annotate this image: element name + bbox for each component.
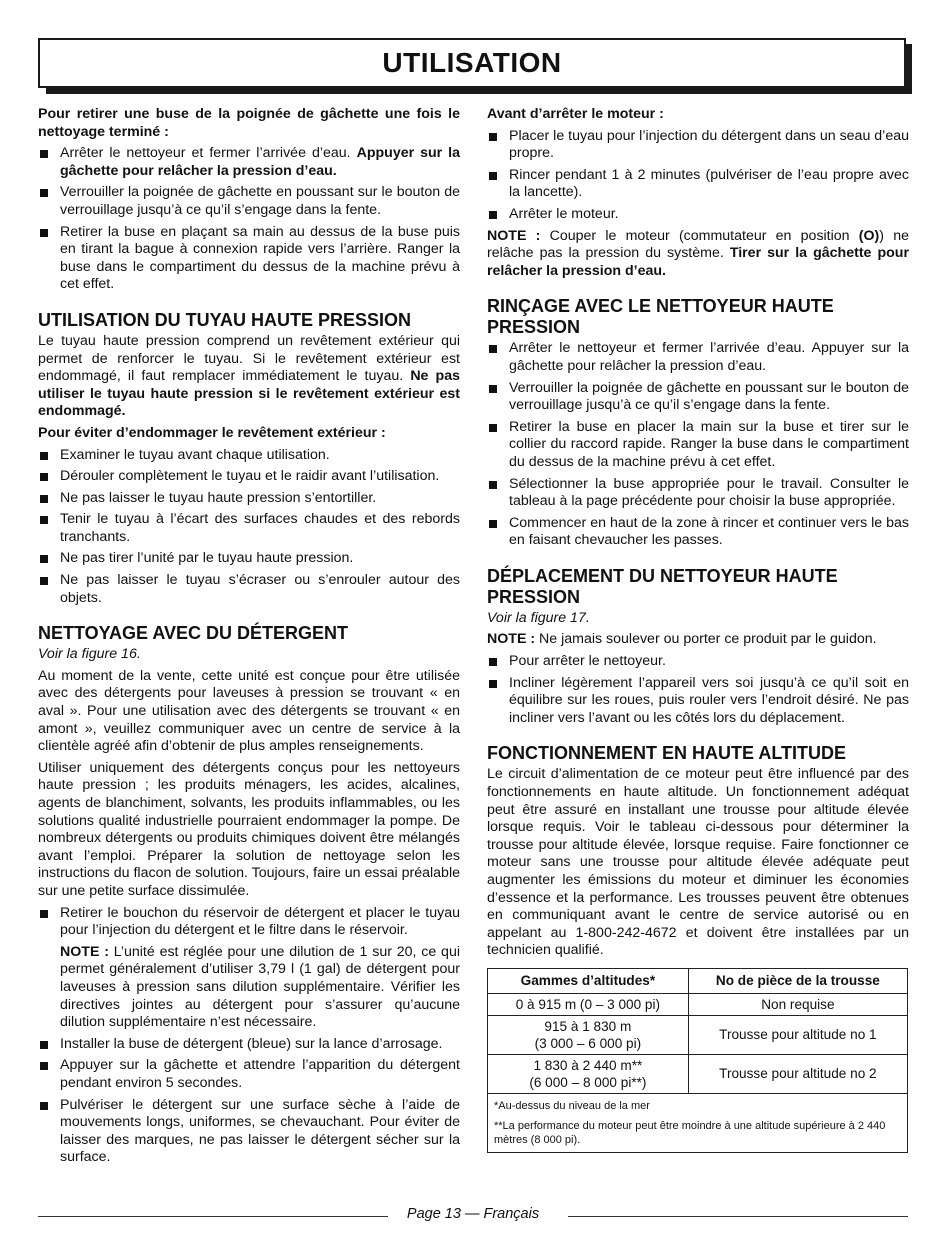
- list-item: Pulvériser le détergent sur une surface sèche à l’aide de mouvements longs, uniformes, se chevauchant. Pour éviter de laisser des marques, ne pas laisser le détergent sécher sur la surface.: [38, 1097, 460, 1167]
- altitude-table: [487, 968, 908, 1153]
- list-item: Pour arrêter le nettoyeur.: [487, 653, 909, 671]
- list-item: Verrouiller la poignée de gâchette en poussant sur le bouton de verrouillage jusqu’à ce qu’il s’engage dans la fente.: [487, 380, 909, 415]
- intro-list: [38, 145, 460, 294]
- footnote-2: **La performance du moteur peut être moindre à une altitude supérieure à 2 440 mètres (8 000 pi).: [494, 1119, 886, 1146]
- table-header-row: [488, 968, 908, 993]
- list-item: Ne pas laisser le tuyau s’écraser ou s’enrouler autour des objets.: [38, 572, 460, 607]
- page-title: UTILISATION: [38, 38, 906, 88]
- hose-heading: UTILISATION DU TUYAU HAUTE PRESSION: [38, 309, 412, 330]
- table-row: [488, 1054, 908, 1093]
- detergent-note: NOTE : L’unité est réglée pour une dilution de 1 sur 20, ce qui permet généralement d’utiliser 3,79 l (1 gal) de détergent pour laveuses à pression sans dilution supplémentaire. Vérifier les directives jointes au détergent pour s’assurer qu’aucune dilution supplémentaire n’est nécessaire.: [60, 943, 460, 1031]
- detergent-paragraph-1: Au moment de la vente, cette unité est conçue pour être utilisée avec des détergents pour laveuses à pression se trouvant « en aval ». Pour une utilisation avec des détergents se trouvant « en amont », veuillez communiquer avec un centre de service à la clientèle agréé afin d’obtenir de plus amples renseignements.: [38, 667, 460, 755]
- list-item: Incliner légèrement l’appareil vers soi jusqu’à ce qu’il soit en équilibre sur les roues, puis rouler vers l’endroit désiré. Ne pas incliner vers l’avant ou les côtés lors du déplacement.: [487, 675, 909, 728]
- stop-note: NOTE : Couper le moteur (commutateur en position (O)) ne relâche pas la pression du système. Tirer sur la gâchette pour relâcher la pression d’eau.: [487, 227, 909, 279]
- rinse-list: [487, 340, 909, 550]
- table-footnotes: [488, 1093, 908, 1152]
- list-item: Retirer le bouchon du réservoir de détergent et placer le tuyau pour l’injection du détergent et le filtre dans le réservoir.: [38, 905, 460, 940]
- table-header: No de pièce de la trousse: [688, 968, 907, 993]
- list-item: Arrêter le moteur.: [487, 206, 909, 224]
- list-item: Arrêter le nettoyeur et fermer l’arrivée d’eau. Appuyer sur la gâchette pour relâcher la pression d’eau.: [487, 340, 909, 375]
- table-cell: 915 à 1 830 m (3 000 – 6 000 pi): [488, 1015, 689, 1054]
- list-item: Ne pas laisser le tuyau haute pression s’entortiller.: [38, 490, 460, 508]
- table-row: [488, 993, 908, 1015]
- section-banner: [38, 38, 906, 88]
- list-item: Appuyer sur la gâchette et attendre l’apparition du détergent pendant environ 5 secondes.: [38, 1057, 460, 1092]
- table-cell: 0 à 915 m (0 – 3 000 pi): [488, 993, 689, 1015]
- list-item: Commencer en haut de la zone à rincer et continuer vers le bas en faisant chevaucher les passes.: [487, 515, 909, 550]
- detergent-paragraph-2: Utiliser uniquement des détergents conçus pour les nettoyeurs haute pression ; les produits ménagers, les acides, alcalines, agents de blanchiment, solvants, les produits inflammables, ou les solutions qualité industrielle pourraient endommager la pompe. De nombreux détergents ou produits chimiques doivent être mélangés avant l’emploi. Préparer la solution de nettoyage selon les instructions du flacon de solution. Toujours, faire un essai préalable sur une petite surface dissimulée.: [38, 759, 460, 899]
- detergent-heading: NETTOYAGE AVEC DU DÉTERGENT: [38, 623, 349, 644]
- table-row: [488, 1015, 908, 1054]
- table-cell: Trousse pour altitude no 1: [688, 1015, 907, 1054]
- list-item: Dérouler complètement le tuyau et le raidir avant l’utilisation.: [38, 468, 460, 486]
- footnote-1: *Au-dessus du niveau de la mer: [494, 1099, 650, 1112]
- list-item: Rincer pendant 1 à 2 minutes (pulvériser de l’eau propre avec la lancette).: [487, 167, 909, 202]
- list-item: Verrouiller la poignée de gâchette en poussant sur le bouton de verrouillage jusqu’à ce qu’il s’engage dans la fente.: [38, 184, 460, 219]
- list-item: Retirer la buse en plaçant sa main au dessus de la buse puis en tirant la bague à connexion rapide vers l’arrière. Ranger la buse dans le compartiment du dessus de la machine prévu à cet effet.: [38, 224, 460, 294]
- footer-text-wrap: [38, 1206, 908, 1222]
- list-item: Installer la buse de détergent (bleue) sur la lance d’arrosage.: [38, 1036, 460, 1054]
- stop-heading: Avant d’arrêter le moteur :: [487, 106, 664, 122]
- hose-paragraph: Le tuyau haute pression comprend un revêtement extérieur qui permet de renforcer le tuyau. Si le revêtement extérieur est endommagé, il faut remplacer immédiatement le tuyau. Ne pas utiliser le tuyau haute pression si le revêtement extérieur est endommagé.: [38, 332, 461, 420]
- detergent-figure-ref: Voir la figure 16.: [38, 646, 141, 663]
- detergent-list-rest: [38, 1036, 460, 1167]
- list-item: Placer le tuyau pour l’injection du détergent dans un seau d’eau propre.: [487, 128, 909, 163]
- intro-heading: Pour retirer une buse de la poignée de gâchette une fois le nettoyage terminé :: [38, 106, 460, 140]
- hose-subheading: Pour éviter d’endommager le revêtement extérieur :: [38, 424, 386, 441]
- list-item: Arrêter le nettoyeur et fermer l’arrivée d’eau. Appuyer sur la gâchette pour relâcher la pression d’eau.: [38, 145, 460, 180]
- right-column: [487, 106, 909, 1153]
- list-item: Tenir le tuyau à l’écart des surfaces chaudes et des rebords tranchants.: [38, 511, 460, 546]
- detergent-list: [38, 905, 460, 940]
- list-item: Ne pas tirer l’unité par le tuyau haute pression.: [38, 550, 460, 568]
- altitude-paragraph: Le circuit d’alimentation de ce moteur peut être influencé par des fonctionnements en haute altitude. Un fonctionnement adéquat peut être assuré en installant une trousse pour altitude élevée lorsque requis. Voir le tableau ci-dessous pour déterminer la trousse pour altitude élevée, lorsque requise. Faire fonctionner ce moteur sans une trousse pour altitude élevée adéquate peut augmenter les émissions du moteur et diminuer les économies d’essence et la performance. Les trousses peuvent être obtenues en communiquant avant le centre de service autorisé ou en appelant au 1-800-242-4672 et doivent être installées par un technicien qualifié.: [487, 766, 909, 959]
- page-number: Page 13 — Français: [399, 1206, 547, 1222]
- rinse-heading: RINÇAGE AVEC LE NETTOYEUR HAUTE PRESSION: [487, 296, 834, 338]
- table-cell: Trousse pour altitude no 2: [688, 1054, 907, 1093]
- table-cell: Non requise: [688, 993, 907, 1015]
- altitude-heading: FONCTIONNEMENT EN HAUTE ALTITUDE: [487, 743, 846, 764]
- table-header: Gammes d’altitudes*: [488, 968, 689, 993]
- table-cell: 1 830 à 2 440 m** (6 000 – 8 000 pi**): [488, 1054, 689, 1093]
- move-heading: DÉPLACEMENT DU NETTOYEUR HAUTE PRESSION: [487, 565, 838, 607]
- move-list: [487, 653, 909, 727]
- stop-list: [487, 128, 909, 224]
- list-item: Sélectionner la buse appropriée pour le travail. Consulter le tableau à la page précédente pour choisir la buse appropriée.: [487, 476, 909, 511]
- hose-list: [38, 447, 460, 608]
- page-footer: [38, 1206, 908, 1226]
- list-item: Examiner le tuyau avant chaque utilisation.: [38, 447, 460, 465]
- table-footnote-row: [488, 1093, 908, 1152]
- left-column: [38, 106, 460, 1171]
- list-item: Retirer la buse en placer la main sur la buse et tirer sur le collier du raccord rapide. Ranger la buse dans le compartiment du dessus de la machine prévu à cet effet.: [487, 419, 909, 472]
- move-note: NOTE : Ne jamais soulever ou porter ce produit par le guidon.: [487, 631, 877, 648]
- move-figure-ref: Voir la figure 17.: [487, 609, 590, 626]
